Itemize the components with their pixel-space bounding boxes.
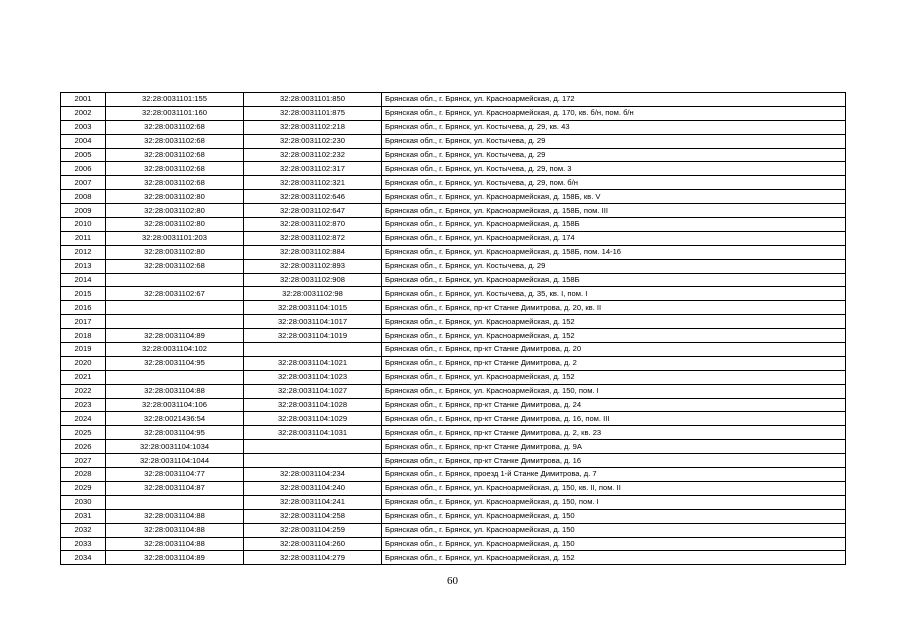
building-cadastral-number: 32:28:0031102:230 [244, 134, 382, 148]
address: Брянская обл., г. Брянск, пр-кт Станке Димитрова, д. 9А [382, 440, 846, 454]
building-cadastral-number [244, 343, 382, 357]
building-cadastral-number: 32:28:0031102:872 [244, 231, 382, 245]
land-cadastral-number: 32:28:0031102:80 [106, 190, 244, 204]
land-cadastral-number [106, 370, 244, 384]
land-cadastral-number: 32:28:0031102:68 [106, 259, 244, 273]
land-cadastral-number: 32:28:0031104:106 [106, 398, 244, 412]
land-cadastral-number: 32:28:0031104:88 [106, 537, 244, 551]
row-number: 2027 [61, 454, 106, 468]
row-number: 2012 [61, 245, 106, 259]
building-cadastral-number: 32:28:0031101:875 [244, 106, 382, 120]
land-cadastral-number: 32:28:0031104:102 [106, 343, 244, 357]
row-number: 2008 [61, 190, 106, 204]
land-cadastral-number: 32:28:0031102:80 [106, 245, 244, 259]
table-row [61, 370, 846, 384]
building-cadastral-number [244, 440, 382, 454]
table-row [61, 218, 846, 232]
table-row [61, 273, 846, 287]
row-number: 2007 [61, 176, 106, 190]
table-row [61, 495, 846, 509]
address: Брянская обл., г. Брянск, пр-кт Станке Димитрова, д. 2, кв. 23 [382, 426, 846, 440]
page-number: 60 [447, 575, 458, 587]
building-cadastral-number: 32:28:0031102:884 [244, 245, 382, 259]
cadastral-table [60, 92, 846, 565]
table-row [61, 190, 846, 204]
building-cadastral-number: 32:28:0031104:240 [244, 481, 382, 495]
building-cadastral-number: 32:28:0031104:1017 [244, 315, 382, 329]
land-cadastral-number: 32:28:0021436:54 [106, 412, 244, 426]
address: Брянская обл., г. Брянск, ул. Красноармейская, д. 150, пом. I [382, 384, 846, 398]
address: Брянская обл., г. Брянск, ул. Костычева, д. 29 [382, 134, 846, 148]
address: Брянская обл., г. Брянск, ул. Красноармейская, д. 152 [382, 551, 846, 565]
building-cadastral-number: 32:28:0031104:1023 [244, 370, 382, 384]
table-row [61, 384, 846, 398]
row-number: 2021 [61, 370, 106, 384]
address: Брянская обл., г. Брянск, ул. Костычева, д. 29 [382, 259, 846, 273]
building-cadastral-number: 32:28:0031104:1019 [244, 329, 382, 343]
row-number: 2014 [61, 273, 106, 287]
table-row [61, 204, 846, 218]
row-number: 2023 [61, 398, 106, 412]
land-cadastral-number: 32:28:0031104:95 [106, 356, 244, 370]
address: Брянская обл., г. Брянск, ул. Красноармейская, д. 150 [382, 509, 846, 523]
address: Брянская обл., г. Брянск, ул. Красноармейская, д. 158Б [382, 273, 846, 287]
address: Брянская обл., г. Брянск, ул. Красноармейская, д. 174 [382, 231, 846, 245]
row-number: 2005 [61, 148, 106, 162]
address: Брянская обл., г. Брянск, ул. Красноармейская, д. 150 [382, 537, 846, 551]
address: Брянская обл., г. Брянск, пр-кт Станке Димитрова, д. 2 [382, 356, 846, 370]
row-number: 2015 [61, 287, 106, 301]
row-number: 2018 [61, 329, 106, 343]
row-number: 2019 [61, 343, 106, 357]
address: Брянская обл., г. Брянск, пр-кт Станке Димитрова, д. 20 [382, 343, 846, 357]
table-row [61, 231, 846, 245]
table-row [61, 134, 846, 148]
building-cadastral-number: 32:28:0031104:1028 [244, 398, 382, 412]
building-cadastral-number: 32:28:0031104:241 [244, 495, 382, 509]
table-row [61, 315, 846, 329]
row-number: 2029 [61, 481, 106, 495]
table-row [61, 440, 846, 454]
land-cadastral-number: 32:28:0031101:155 [106, 93, 244, 107]
row-number: 2022 [61, 384, 106, 398]
row-number: 2026 [61, 440, 106, 454]
row-number: 2001 [61, 93, 106, 107]
address: Брянская обл., г. Брянск, ул. Красноармейская, д. 170, кв. б/н, пом. б/н [382, 106, 846, 120]
address: Брянская обл., г. Брянск, пр-кт Станке Димитрова, д. 20, кв. II [382, 301, 846, 315]
row-number: 2006 [61, 162, 106, 176]
table-row [61, 93, 846, 107]
building-cadastral-number: 32:28:0031104:1027 [244, 384, 382, 398]
table-row [61, 551, 846, 565]
address: Брянская обл., г. Брянск, проезд 1-й Станке Димитрова, д. 7 [382, 468, 846, 482]
land-cadastral-number: 32:28:0031101:203 [106, 231, 244, 245]
building-cadastral-number: 32:28:0031101:850 [244, 93, 382, 107]
row-number: 2031 [61, 509, 106, 523]
building-cadastral-number: 32:28:0031102:893 [244, 259, 382, 273]
building-cadastral-number: 32:28:0031102:321 [244, 176, 382, 190]
building-cadastral-number: 32:28:0031102:908 [244, 273, 382, 287]
land-cadastral-number: 32:28:0031102:68 [106, 134, 244, 148]
row-number: 2004 [61, 134, 106, 148]
table-row [61, 509, 846, 523]
table-row [61, 287, 846, 301]
table-row [61, 412, 846, 426]
land-cadastral-number: 32:28:0031104:77 [106, 468, 244, 482]
table-row [61, 106, 846, 120]
address: Брянская обл., г. Брянск, ул. Костычева, д. 29, пом. 3 [382, 162, 846, 176]
land-cadastral-number: 32:28:0031102:68 [106, 120, 244, 134]
land-cadastral-number: 32:28:0031102:67 [106, 287, 244, 301]
land-cadastral-number: 32:28:0031104:88 [106, 384, 244, 398]
building-cadastral-number: 32:28:0031102:870 [244, 218, 382, 232]
row-number: 2003 [61, 120, 106, 134]
table-row [61, 454, 846, 468]
row-number: 2011 [61, 231, 106, 245]
table-row [61, 523, 846, 537]
table-row [61, 426, 846, 440]
land-cadastral-number: 32:28:0031104:95 [106, 426, 244, 440]
row-number: 2002 [61, 106, 106, 120]
address: Брянская обл., г. Брянск, ул. Красноармейская, д. 172 [382, 93, 846, 107]
building-cadastral-number: 32:28:0031104:279 [244, 551, 382, 565]
table-row [61, 259, 846, 273]
address: Брянская обл., г. Брянск, ул. Красноармейская, д. 158Б, кв. V [382, 190, 846, 204]
table-row [61, 120, 846, 134]
building-cadastral-number: 32:28:0031104:1015 [244, 301, 382, 315]
table-row [61, 356, 846, 370]
table-row [61, 148, 846, 162]
table-row [61, 176, 846, 190]
address: Брянская обл., г. Брянск, пр-кт Станке Димитрова, д. 24 [382, 398, 846, 412]
row-number: 2020 [61, 356, 106, 370]
address: Брянская обл., г. Брянск, ул. Красноармейская, д. 158Б, пом. 14-16 [382, 245, 846, 259]
building-cadastral-number [244, 454, 382, 468]
address: Брянская обл., г. Брянск, пр-кт Станке Димитрова, д. 16, пом. III [382, 412, 846, 426]
land-cadastral-number [106, 315, 244, 329]
table-row [61, 481, 846, 495]
row-number: 2017 [61, 315, 106, 329]
building-cadastral-number: 32:28:0031104:1029 [244, 412, 382, 426]
row-number: 2009 [61, 204, 106, 218]
land-cadastral-number: 32:28:0031104:89 [106, 329, 244, 343]
row-number: 2013 [61, 259, 106, 273]
address: Брянская обл., г. Брянск, ул. Красноармейская, д. 152 [382, 315, 846, 329]
address: Брянская обл., г. Брянск, ул. Костычева, д. 35, кв. I, пом. I [382, 287, 846, 301]
address: Брянская обл., г. Брянск, ул. Красноармейская, д. 150, кв. II, пом. II [382, 481, 846, 495]
land-cadastral-number: 32:28:0031104:89 [106, 551, 244, 565]
building-cadastral-number: 32:28:0031104:259 [244, 523, 382, 537]
row-number: 2028 [61, 468, 106, 482]
building-cadastral-number: 32:28:0031102:647 [244, 204, 382, 218]
address: Брянская обл., г. Брянск, ул. Костычева, д. 29, пом. б/н [382, 176, 846, 190]
address: Брянская обл., г. Брянск, ул. Костычева, д. 29, кв. 43 [382, 120, 846, 134]
table-row [61, 468, 846, 482]
table-body [61, 93, 846, 565]
building-cadastral-number: 32:28:0031104:260 [244, 537, 382, 551]
row-number: 2024 [61, 412, 106, 426]
row-number: 2030 [61, 495, 106, 509]
row-number: 2033 [61, 537, 106, 551]
building-cadastral-number: 32:28:0031104:234 [244, 468, 382, 482]
land-cadastral-number: 32:28:0031104:1044 [106, 454, 244, 468]
address: Брянская обл., г. Брянск, ул. Красноармейская, д. 152 [382, 370, 846, 384]
building-cadastral-number: 32:28:0031102:646 [244, 190, 382, 204]
building-cadastral-number: 32:28:0031102:317 [244, 162, 382, 176]
building-cadastral-number: 32:28:0031102:232 [244, 148, 382, 162]
table-row [61, 301, 846, 315]
table-row [61, 398, 846, 412]
address: Брянская обл., г. Брянск, ул. Костычева, д. 29 [382, 148, 846, 162]
land-cadastral-number: 32:28:0031102:68 [106, 162, 244, 176]
land-cadastral-number: 32:28:0031102:68 [106, 176, 244, 190]
table-row [61, 329, 846, 343]
table-row [61, 343, 846, 357]
land-cadastral-number: 32:28:0031101:160 [106, 106, 244, 120]
row-number: 2025 [61, 426, 106, 440]
address: Брянская обл., г. Брянск, ул. Красноармейская, д. 150, пом. I [382, 495, 846, 509]
land-cadastral-number: 32:28:0031104:88 [106, 509, 244, 523]
land-cadastral-number [106, 495, 244, 509]
address: Брянская обл., г. Брянск, пр-кт Станке Димитрова, д. 16 [382, 454, 846, 468]
land-cadastral-number: 32:28:0031102:80 [106, 218, 244, 232]
building-cadastral-number: 32:28:0031102:218 [244, 120, 382, 134]
building-cadastral-number: 32:28:0031104:1031 [244, 426, 382, 440]
building-cadastral-number: 32:28:0031102:98 [244, 287, 382, 301]
address: Брянская обл., г. Брянск, ул. Красноармейская, д. 150 [382, 523, 846, 537]
building-cadastral-number: 32:28:0031104:1021 [244, 356, 382, 370]
land-cadastral-number: 32:28:0031102:80 [106, 204, 244, 218]
building-cadastral-number: 32:28:0031104:258 [244, 509, 382, 523]
land-cadastral-number: 32:28:0031102:68 [106, 148, 244, 162]
row-number: 2010 [61, 218, 106, 232]
land-cadastral-number [106, 301, 244, 315]
row-number: 2034 [61, 551, 106, 565]
row-number: 2016 [61, 301, 106, 315]
table-row [61, 537, 846, 551]
land-cadastral-number: 32:28:0031104:88 [106, 523, 244, 537]
land-cadastral-number [106, 273, 244, 287]
address: Брянская обл., г. Брянск, ул. Красноармейская, д. 158Б, пом. III [382, 204, 846, 218]
address: Брянская обл., г. Брянск, ул. Красноармейская, д. 158Б [382, 218, 846, 232]
land-cadastral-number: 32:28:0031104:87 [106, 481, 244, 495]
table-row [61, 162, 846, 176]
row-number: 2032 [61, 523, 106, 537]
land-cadastral-number: 32:28:0031104:1034 [106, 440, 244, 454]
address: Брянская обл., г. Брянск, ул. Красноармейская, д. 152 [382, 329, 846, 343]
table-row [61, 245, 846, 259]
